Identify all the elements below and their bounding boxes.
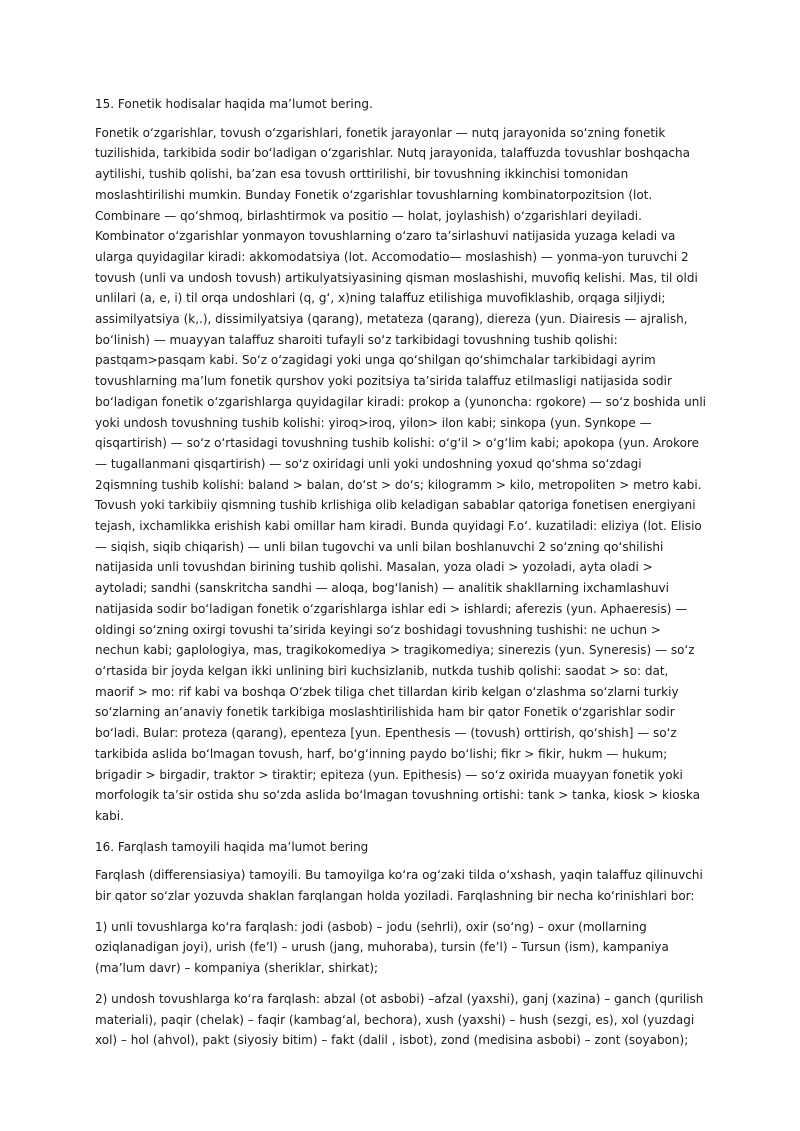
document-page xyxy=(95,94,707,1061)
question-16-vowel-differentiation-paragraph: 1) unli tovushlarga ko‘ra farqlash: jodi (asbob) – jodu (sehrli), oxir (so‘ng) – oxur (mollarning oziqlanadigan joyi), urish (fe’l) – urush (jang, muhoraba), tursin (fe’l) – Tursun (ism), kampaniya (ma’lum davr) – kompaniya (sheriklar, shirkat); xyxy=(95,919,669,976)
question-16-heading: 16. Farqlash tamoyili haqida ma’lumot bering xyxy=(95,839,369,854)
question-16-consonant-differentiation-paragraph: 2) undosh tovushlarga ko‘ra farqlash: abzal (ot asbobi) –afzal (yaxshi), ganj (xazina) – ganch (qurilish materiali), paqir (chelak) – faqir (kambag‘al, bechora), xush (yaxshi) – hush (sezgi, es), xol (yuzdagi xol) – hol (ahvol), pakt (siyosiy bitim) – fakt (dalil , isbot), zond (medisina asbobi) – zont (soyabon); xyxy=(95,991,704,1048)
question-15-heading: 15. Fonetik hodisalar haqida ma’lumot bering. xyxy=(95,97,373,111)
question-16-intro-paragraph: Farqlash (differensiasiya) tamoyili. Bu tamoyilga ko‘ra og‘zaki tilda o‘xshash, yaqin talaffuz qilinuvchi bir qator so‘zlar yozuvda shaklan farqlangan holda yoziladi. Farqlashning bir necha ko‘rinishlari bor: xyxy=(95,868,703,904)
question-15-answer-paragraph: Fonetik o‘zgarishlar, tovush o‘zgarishlari, fonetik jarayonlar — nutq jarayonida so‘zning fonetik tuzilishida, tarkibida sodir bo‘ladigan o‘zgarishlar. Nutq jarayonida, talaffuzda tovushlar boshqacha aytilishi, tushib qolishi, ba’zan esa tovush orttirilishi, bir tovushning ikkinchisi tomonidan moslashtirilishi mumkin. Bunday Fonetik o‘zgarishlar tovushlarning kombinatorpozitsion (lot. Combinare — qo‘shmoq, birlashtirmok va positio — holat, joylashish) o‘zgarishlari deyiladi. Kombinator o‘zgarishlar yonmayon tovushlarning o‘zaro ta’sirlashuvi natijasida yuzaga keladi va ularga quyidagilar kiradi: akkomodatsiya (lot. Accomodatio— moslashish) — yonma-yon turuvchi 2 tovush (unli va undosh tovush) artikulyatsiyasining qisman moslashishi, muvofiq kelishi. Mas, til oldi unlilari (a, e, i) til orqa undoshlari (q, g‘, x)ning talaffuz etilishiga muvofiklashib, orqaga siljiydi; assimilyatsiya (k,.), dissimilyatsiya (qarang), metateza (qarang), diereza (yun. Diairesis — ajralish, bo‘linish) — muayyan talaffuz sharoiti tufayli so‘z tarkibidagi tovushning tushib qolishi: pastqam>pasqam kabi. So‘z o‘zagidagi yoki unga qo‘shilgan qo‘shimchalar tarkibidagi ayrim tovushlarning ma’lum fonetik qurshov yoki pozitsiya ta’sirida talaffuz etilmasligi natijasida sodir bo‘ladigan fonetik o‘zgarishlarga quyidagilar kiradi: prokop a (yunoncha: rgokore) — so‘z boshida unli yoki undosh tovushning tushib kolishi: yiroq>iroq, yilon> ilon kabi; sinkopa (yun. Synkope — qisqartirish) — so‘z o‘rtasidagi tovushning tushib kolishi: o‘g‘il > o‘g‘lim kabi; apokopa (yun. Arokore — tugallanmani qisqartirish) — so‘z oxiridagi unli yoki undoshning yoxud qo‘shma so‘zdagi 2qismning tushib kolishi: baland > balan, do‘st > do‘s; kilogramm > kilo, metropoliten > metro kabi. Tovush yoki tarkibiiy qismning tushib krlishiga olib keladigan sabablar qatoriga fonetisen energiyani tejash, ixchamlikka erishish kabi omillar ham kiradi. Bunda quyidagi F.o‘. kuzatiladi: eliziya (lot. Elisio — siqish, siqib chiqarish) — unli bilan tugovchi va unli bilan boshlanuvchi 2 so‘zning qo‘shilishi natijasida unli tovushdan birining tushib qolishi. Masalan, yoza oladi > yozoladi, ayta oladi > aytoladi; sandhi (sanskritcha sandhi — aloqa, bog‘lanish) — analitik shakllarning ixchamlashuvi natijasida sodir bo‘ladigan fonetik o‘zgarishlarga ishlar edi > ishlardi; aferezis (yun. Aphaeresis) — oldingi so‘zning oxirgi tovushi ta’sirida keyingi so‘z boshidagi tovushning tushishi: ne uchun > nechun kabi; gaplologiya, mas, tragikokomediya > tragikomediya; sinerezis (yun. Syneresis) — so‘z o‘rtasida bir joyda kelgan ikki unlining biri kuchsizlanib, nutkda tushib qolishi: saodat > so: dat, maorif > mo: rif kabi va boshqa O‘zbek tiliga chet tillardan kirib kelgan o‘zlashma so‘zlarni turkiy so‘zlarning an’anaviy fonetik tarkibiga moslashtirilishida ham bir qator Fonetik o‘zgarishlar sodir bo‘ladi. Bular: proteza (qarang), epenteza [yun. Epenthesis — (tovush) orttirish, qo‘shish] — so‘z tarkibida aslida bo‘lmagan tovush, harf, bo‘g‘inning paydo bo‘lishi; fikr > fikir, hukm — hukum; brigadir > birgadir, traktor > tiraktir; epiteza (yun. Epithesis) — so‘z oxirida muayyan fonetik yoki morfologik ta’sir ostida shu so‘zda aslida bo‘lmagan tovushning ortishi: tank > tanka, kiosk > kioska kabi. xyxy=(95,125,706,823)
